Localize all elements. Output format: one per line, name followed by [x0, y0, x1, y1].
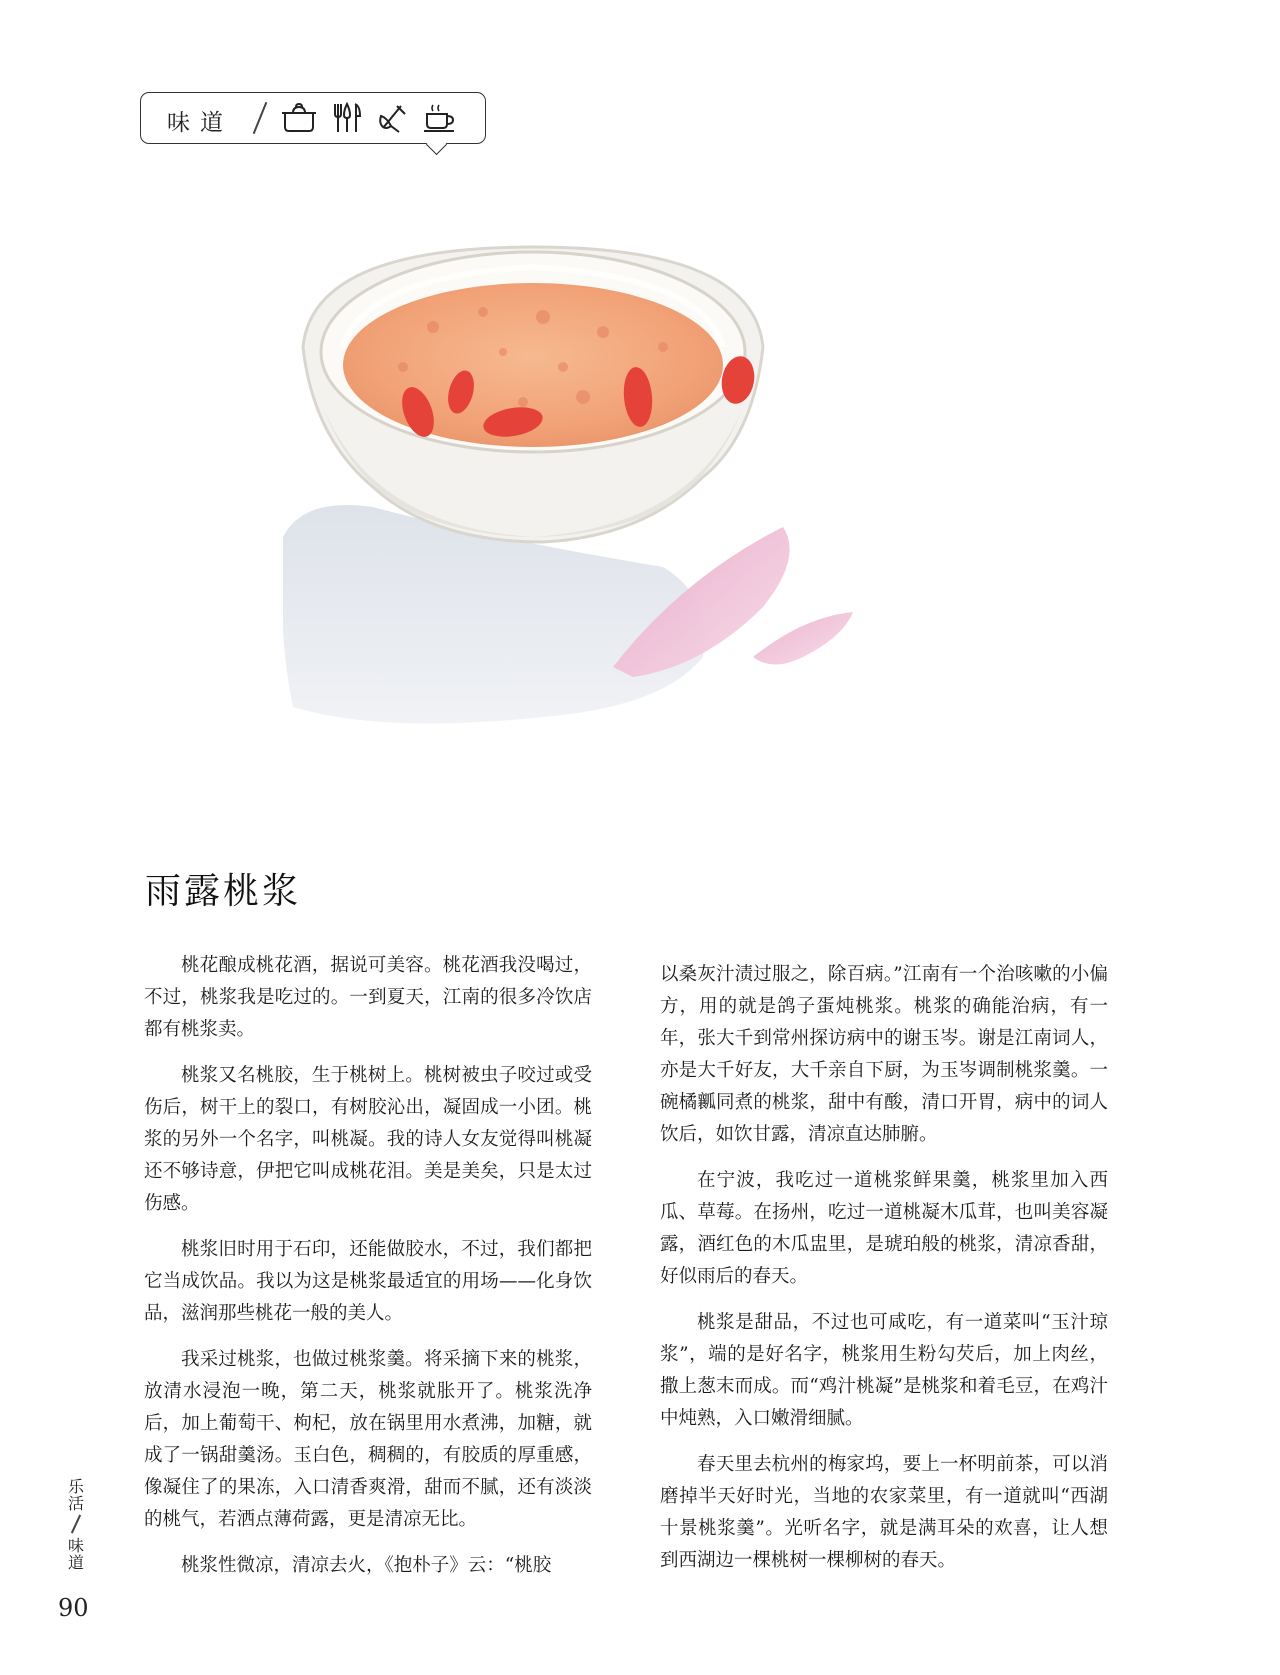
tag-divider	[253, 102, 268, 134]
paragraph: 在宁波，我吃过一道桃浆鲜果羹，桃浆里加入西瓜、草莓。在扬州，吃过一道桃凝木瓜茸，也叫美容凝露，酒红色的木瓜盅里，是琥珀般的桃浆，清凉香甜，好似雨后的春天。	[660, 1170, 1108, 1287]
footer-char: 味	[67, 1536, 84, 1555]
body-column-right	[660, 959, 1108, 1591]
footer-char: 道	[67, 1553, 84, 1572]
paragraph: 桃浆是甜品，不过也可咸吃，有一道菜叫“玉汁琼浆”，端的是好名字，桃浆用生粉勾芡后，加上肉丝，撒上葱末而成。而“鸡汁桃凝”是桃浆和着毛豆，在鸡汁中炖熟，入口嫩滑细腻。	[660, 1312, 1108, 1429]
paragraph: 桃花酿成桃花酒，据说可美容。桃花酒我没喝过，不过，桃浆我是吃过的。一到夏天，江南的很多冷饮店都有桃浆卖。	[144, 955, 592, 1040]
footer-char: 乐	[67, 1477, 84, 1496]
section-tag	[140, 92, 486, 144]
paragraph: 桃浆又名桃胶，生于桃树上。桃树被虫子咬过或受伤后，树干上的裂口，有树胶沁出，凝固成一小团。桃浆的另外一个名字，叫桃凝。我的诗人女友觉得叫桃凝还不够诗意，伊把它叫成桃花泪。美是美矣，只是太过伤感。	[144, 1065, 592, 1214]
body-column-left	[144, 950, 592, 1596]
pot-icon	[281, 102, 317, 134]
whisk-spatula-icon	[377, 102, 409, 134]
section-label: 味道	[167, 110, 233, 136]
paragraph: 桃浆性微凉，清凉去火，《抱朴子》云：“桃胶	[181, 1555, 552, 1576]
section-icons	[281, 102, 457, 134]
article-title: 雨露桃浆	[145, 871, 302, 912]
cup-icon	[423, 102, 457, 134]
paragraph: 春天里去杭州的梅家坞，要上一杯明前茶，可以消磨掉半天好时光，当地的农家菜里，有一道就叫“西湖十景桃浆羹”。光听名字，就是满耳朵的欢喜，让人想到西湖边一棵桃树一棵柳树的春天。	[660, 1454, 1108, 1571]
paragraph-continued: 以桑灰汁渍过服之，除百病。”江南有一个治咳嗽的小偏方，用的就是鸽子蛋炖桃浆。桃浆的确能治病，有一年，张大千到常州探访病中的谢玉岑。谢是江南词人，亦是大千好友，大千亲自下厨，为玉岑调制桃浆羹。一碗橘瓤同煮的桃浆，甜中有酸，清口开胃，病中的词人饮后，如饮甘露，清凉直达肺腑。	[660, 964, 1108, 1145]
footer-divider	[71, 1515, 81, 1534]
page-number: 90	[58, 1594, 89, 1622]
footer-char: 活	[67, 1494, 84, 1513]
watercolor-bowl-icon	[283, 237, 908, 734]
cutlery-icon	[331, 102, 363, 134]
tag-pointer	[426, 134, 447, 155]
illustration	[283, 237, 908, 734]
paragraph: 我采过桃浆，也做过桃浆羹。将采摘下来的桃浆，放清水浸泡一晚，第二天，桃浆就胀开了。桃浆洗净后，加上葡萄干、枸杞，放在锅里用水煮沸，加糖，就成了一锅甜羹汤。玉白色，稠稠的，有胶质的厚重感，像凝住了的果冻，入口清香爽滑，甜而不腻，还有淡淡的桃气，若洒点薄荷露，更是清凉无比。	[144, 1349, 592, 1530]
running-footer	[64, 1478, 88, 1571]
paragraph: 桃浆旧时用于石印，还能做胶水，不过，我们都把它当成饮品。我以为这是桃浆最适宜的用场——化身饮品，滋润那些桃花一般的美人。	[144, 1239, 592, 1324]
